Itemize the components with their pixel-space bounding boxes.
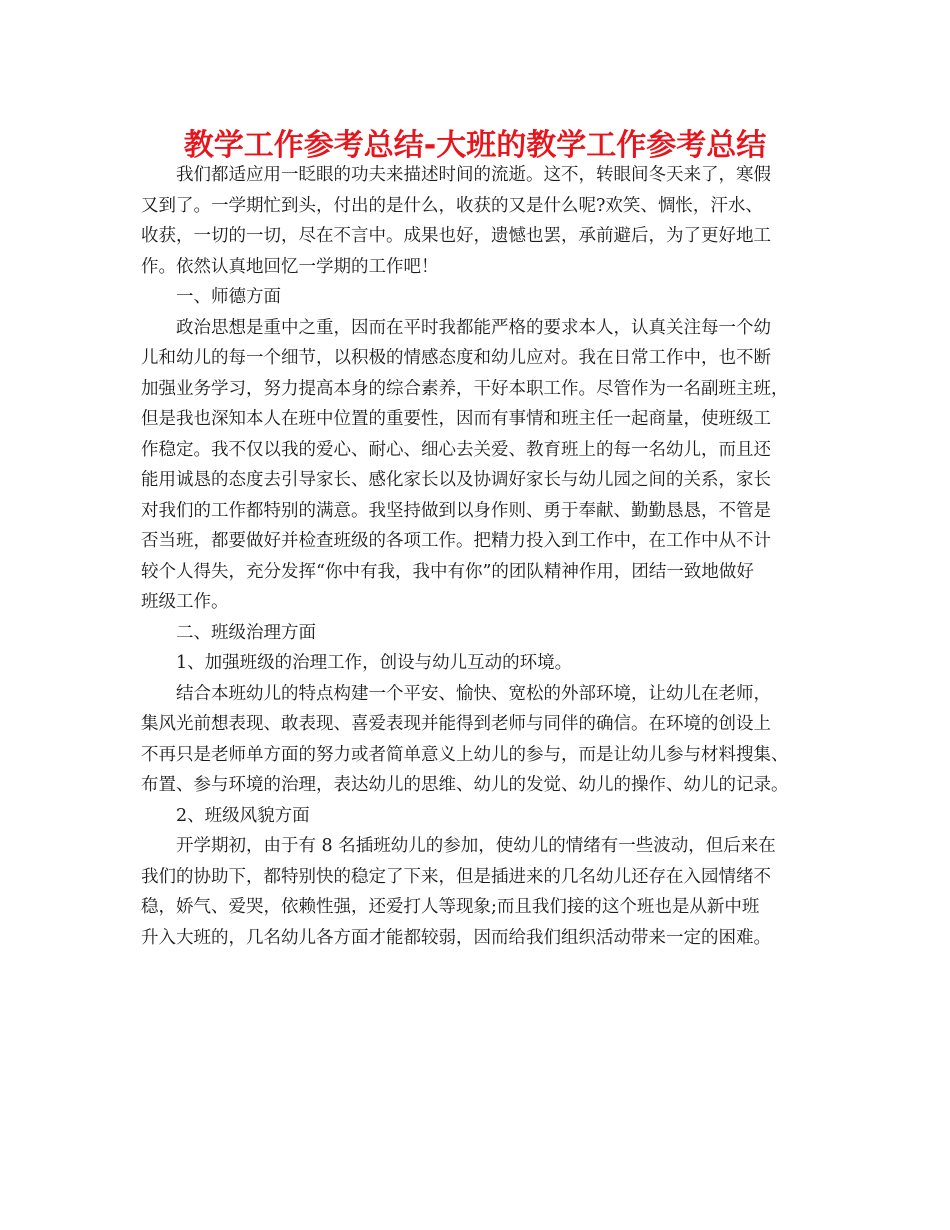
text-line: 儿和幼儿的每一个细节，以积极的情感态度和幼儿应对。我在日常工作中，也不断 (141, 348, 771, 368)
text-line: 加强业务学习，努力提高本身的综合素养，干好本职工作。尽管作为一名副班主班， (141, 378, 789, 399)
text-line: 能用诚恳的态度去引导家长、感化家长以及协调好家长与幼儿园之间的关系，家长 (141, 470, 771, 490)
text-line: 作稳定。我不仅以我的爱心、耐心、细心去关爱、教育班上的每一名幼儿，而且还 (141, 439, 771, 460)
text-line: 对我们的工作都特别的满意。我坚持做到以身作则、勇于奉献、勤勤恳恳，不管是 (141, 500, 771, 521)
text-line: 集风光前想表现、敢表现、喜爱表现并能得到老师与同伴的确信。在环境的创设上 (141, 714, 771, 734)
text-line: 我们的协助下，都特别快的稳定了下来，但是插进来的几名幼儿还存在入园情绪不 (141, 866, 771, 887)
text-line: 二、班级治理方面 (176, 622, 316, 643)
document-body (141, 160, 814, 953)
text-line: 一、师德方面 (176, 287, 281, 307)
text-line: 收获，一切的一切，尽在不言中。成果也好，遗憾也罢，承前避后，为了更好地工 (141, 226, 771, 246)
text-line: 升入大班的，几名幼儿各方面才能都较弱，因而给我们组织活动带来一定的困难。 (141, 927, 771, 948)
text-line: 稳，娇气、爱哭，依赖性强，还爱打人等现象;而且我们接的这个班也是从新中班 (141, 897, 760, 917)
text-line: 不再只是老师单方面的努力或者简单意义上幼儿的参与，而是让幼儿参与材料搜集、 (141, 744, 789, 765)
text-line: 否当班，都要做好并检查班级的各项工作。把精力投入到工作中，在工作中从不计 (141, 531, 771, 551)
text-line: 政治思想是重中之重，因而在平时我都能严格的要求本人，认真关注每一个幼 (176, 317, 771, 338)
text-line: 布置、参与环境的治理，表达幼儿的思维、幼儿的发觉、幼儿的操作、幼儿的记录。 (141, 775, 789, 795)
text-line: 班级工作。 (141, 592, 229, 612)
text-line: 2、班级风貌方面 (176, 805, 310, 826)
text-line: 开学期初，由于有 8 名插班幼儿的参加，使幼儿的情绪有一些波动，但后来在 (176, 836, 776, 856)
text-line: 结合本班幼儿的特点构建一个平安、愉快、宽松的外部环境，让幼儿在老师， (176, 683, 771, 704)
text-line: 但是我也深知本人在班中位置的重要性，因而有事情和班主任一起商量，使班级工 (141, 409, 771, 429)
text-line: 又到了。一学期忙到头，付出的是什么，收获的又是什么呢?欢笑、惆怅，汗水、 (141, 195, 763, 216)
text-line: 我们都适应用一眨眼的功夫来描述时间的流逝。这不，转眼间冬天来了，寒假 (176, 165, 771, 185)
text-line: 1、加强班级的治理工作，创设与幼儿互动的环境。 (176, 653, 573, 673)
text-line: 作。依然认真地回忆一学期的工作吧！ (141, 256, 439, 277)
document-title: 教学工作参考总结-大班的教学工作参考总结 (183, 128, 767, 163)
text-line: 较个人得失，充分发挥“你中有我，我中有你”的团队精神作用，团结一致地做好 (141, 561, 754, 582)
